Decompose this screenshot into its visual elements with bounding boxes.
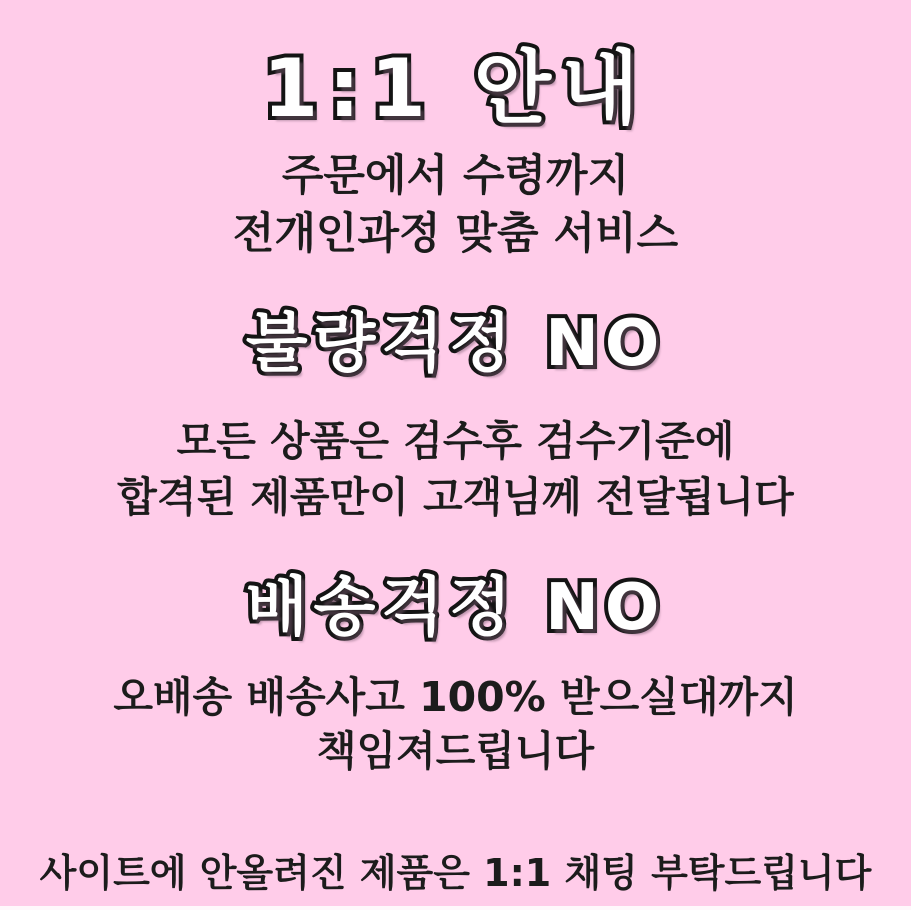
defect-section-line-2: 합격된 제품만이 고객님께 전달됩니다 xyxy=(117,473,794,521)
intro-line-2: 전개인과정 맞춤 서비스 xyxy=(232,209,679,259)
shipping-section-line-1: 오배송 배송사고 100% 받으실대까지 xyxy=(113,673,798,721)
shipping-section-line-2: 책임져드립니다 xyxy=(316,727,595,775)
intro-line-1: 주문에서 수령까지 xyxy=(281,151,630,201)
defect-section-heading: 불량걱정 NO xyxy=(245,307,666,381)
bottom-edge-strip xyxy=(0,906,911,910)
defect-section-line-1: 모든 상품은 검수후 검수기준에 xyxy=(176,417,735,465)
shipping-section-heading: 배송걱정 NO xyxy=(245,571,666,645)
page-title: 1:1 안내 xyxy=(262,42,649,135)
footer-note: 사이트에 안올려진 제품은 1:1 채팅 부탁드립니다 xyxy=(39,851,872,895)
